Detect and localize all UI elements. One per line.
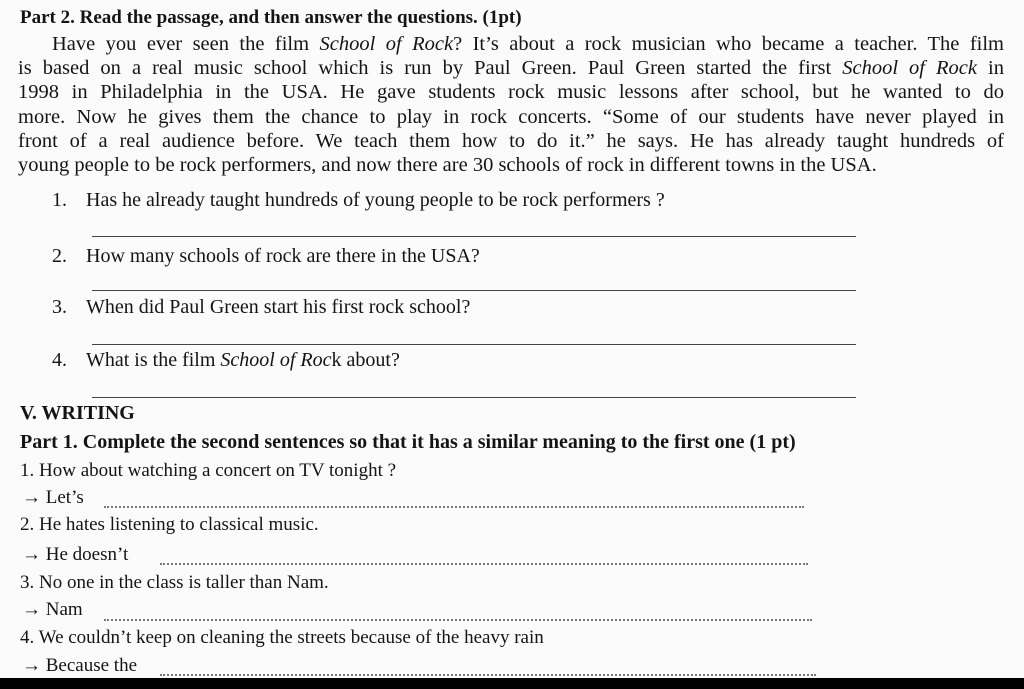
rewrite-prompt-1: → Let’s: [22, 487, 84, 508]
question-2: 2. How many schools of rock are there in the USA?: [52, 245, 480, 267]
passage-line: more. Now he gives them the chance to play in rock concerts. “Some of our students have never played in: [18, 105, 1004, 128]
answer-line-3[interactable]: [92, 344, 856, 345]
passage-line: young people to be rock performers, and now there are 30 schools of rock in different towns in the USA.: [18, 154, 877, 177]
answer-line-2[interactable]: [92, 290, 856, 291]
reading-passage: [18, 32, 1004, 177]
rewrite-answer-line-1[interactable]: [104, 506, 804, 508]
rewrite-prompt-3: → Nam: [22, 599, 83, 620]
answer-line-4[interactable]: [92, 397, 856, 398]
passage-line: 1998 in Philadelphia in the USA. He gave students rock music lessons after school, but he wanted to do: [18, 81, 1004, 104]
rewrite-prompt-4: → Because the: [22, 655, 138, 676]
passage-line: Have you ever seen the film School of Rock? It’s about a rock musician who became a teacher. The film: [52, 33, 1004, 55]
arrow-icon: →: [22, 544, 41, 565]
rewrite-question-2: 2. He hates listening to classical music.: [20, 514, 319, 535]
question-4: 4. What is the film School of Rock about?: [52, 349, 400, 371]
part2-title: Part 2. Read the passage, and then answer the questions. (1pt): [20, 7, 522, 28]
rewrite-answer-line-4[interactable]: [160, 674, 816, 676]
arrow-icon: →: [22, 487, 41, 508]
passage-line: front of a real audience before. We teach them how to do it.” he says. He has already taught hundreds of: [18, 129, 1004, 152]
passage-line: is based on a real music school which is run by Paul Green. Paul Green started the first School of Rock in: [18, 57, 1004, 80]
rewrite-prompt-2: → He doesn’t: [22, 544, 129, 565]
writing-part1-title: Part 1. Complete the second sentences so that it has a similar meaning to the first one (1 pt): [20, 431, 796, 453]
writing-heading: V. WRITING: [20, 402, 135, 424]
answer-line-1[interactable]: [92, 236, 856, 237]
question-3: 3. When did Paul Green start his first rock school?: [52, 296, 471, 318]
arrow-icon: →: [22, 599, 41, 620]
question-1: 1. Has he already taught hundreds of young people to be rock performers ?: [52, 189, 665, 211]
rewrite-answer-line-3[interactable]: [104, 619, 812, 621]
rewrite-answer-line-2[interactable]: [160, 563, 808, 565]
rewrite-question-4: 4. We couldn’t keep on cleaning the streets because of the heavy rain: [20, 627, 544, 648]
rewrite-question-3: 3. No one in the class is taller than Nam.: [20, 572, 329, 593]
rewrite-question-1: 1. How about watching a concert on TV tonight ?: [20, 460, 397, 481]
arrow-icon: →: [22, 655, 41, 676]
